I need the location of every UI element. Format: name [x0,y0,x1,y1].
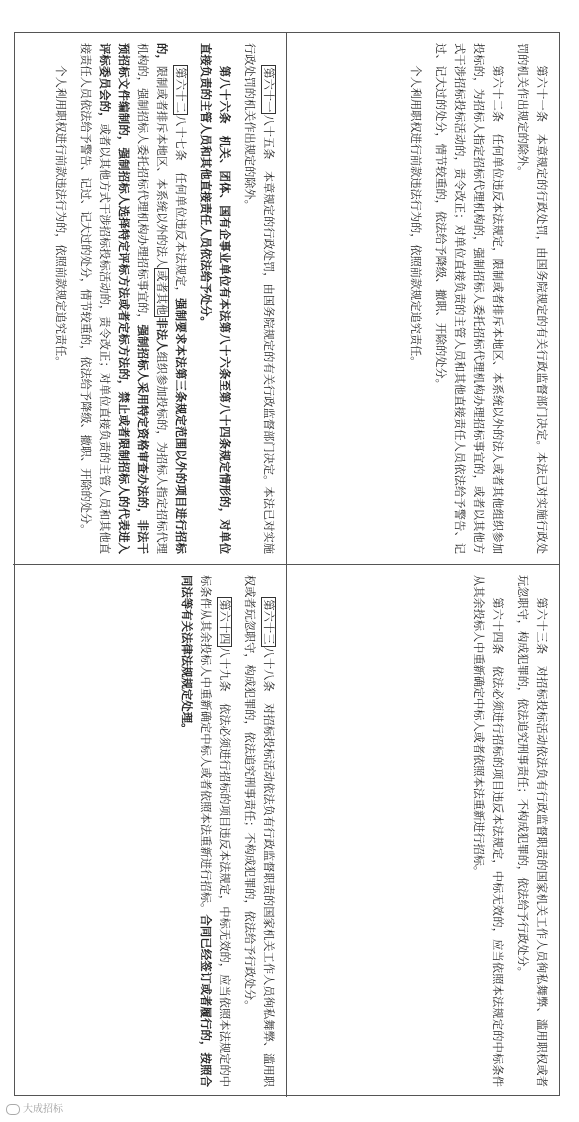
old-article-number-box: 第六十一 [262,67,275,113]
article-number: 第六十一条 [535,65,548,123]
watermark-logo-icon [6,1104,20,1115]
added-text: 非法人 [155,317,169,352]
article-86-revised [196,43,234,554]
article-body: 依法必须进行招标的项目违反本法规定，中标无效的，应当依照本法规定的中标条件从其余投标人中重新确定中标人或者依照本法重新进行招标。 [199,575,231,1087]
article-63-original [513,575,551,1087]
article-text: 或者以其他方式干涉招标投标活动的，责令改正；对单位直接负责的主管人员和其他直接责任人员依法给予警告、记过、记大过的处分，情节较重的，依法给予降级、撤职、开除的处分。 [79,43,111,554]
article-87-revised [76,43,190,554]
article-suffix: 条 [262,680,275,692]
article-85-revised [240,43,278,554]
watermark-text: 大成招标 [23,1104,63,1115]
revised-col-left [13,33,286,565]
article-text: 限制或者排斥本地区、本系统以外的法人 [155,65,168,269]
new-article-number: 八十九 [218,646,231,681]
article-number: 第六十四条 [491,597,504,655]
revised-text-section [13,33,286,1097]
deleted-text-box: 或者其他 [155,270,168,316]
new-article-number: 八十七 [174,115,187,150]
article-body: 本章规定的行政处罚，由国务院规定的有关行政监督部门决定。本法已对实施行政处罚的机关作出规定的除外。 [243,43,275,554]
added-text: 强制要求本法第三条规定范围以外的项目进行招标的， [155,43,188,554]
article-62-original [431,43,507,554]
article-64-original [469,575,507,1087]
article-body: 依法必须进行招标的项目违反本法规定，中标无效的，应当依照本法规定的中标条件从其余投标人中重新确定中标人或者依照本法重新进行招标。 [472,575,504,1087]
article-number: 第六十三条 [535,597,548,655]
article-suffix: 条 [262,148,275,160]
old-article-number-box: 第六十四 [218,599,231,645]
new-article-number: 八十八 [262,646,275,681]
article-87-paragraph-2 [51,43,70,554]
old-article-number-box: 第六十三 [262,599,275,645]
new-article-number: 八十五 [262,114,275,149]
old-article-number-box: 第六十二 [174,67,187,114]
article-body: 对招标投标活动依法负有行政监督职责的国家机关工作人员徇私舞弊、滥用职权或者玩忽职守，构成犯罪的，依法追究刑事责任；不构成犯罪的，依法给予行政处分。 [243,575,275,1087]
article-61-original [513,43,551,554]
article-number: 第六十二条 [491,65,504,123]
added-text: 强制招标人采用特定资格审查办法的，非法干预招标文件编制的，强制招标人选择特定评标方法或者定标方法的，禁止或者限制招标人的代表进入评标委员会的， [98,43,150,554]
added-text: 合同已经签订或者履行的，按照合同法等有关法律法规规定处理。 [180,575,213,1087]
article-suffix: 条 [174,149,187,161]
original-col-right [286,565,559,1097]
article-89-revised [177,575,234,1087]
article-88-revised [240,575,278,1087]
original-col-left [286,33,559,565]
article-body: 任何单位违反本法规定，限制或者排斥本地区、本系统以外的法人或者其他组织参加投标的，为招标人指定招标代理机构的，强制招标人委托招标代理机构办理招标事宜的，或者以其他方式干涉招标投标活动的，责令改正；对单位直接负责的主管人员和其他直接责任人员依法给予警告、记过、记大过的处分，情节较重的，依法给予降级、撤职、开除的处分。 [434,43,504,554]
article-body: 对招标投标活动依法负有行政监督职责的国家机关工作人员徇私舞弊、滥用职权或者玩忽职守，构成犯罪的，依法追究刑事责任；不构成犯罪的，依法给予行政处分。 [516,575,548,1087]
comparison-table [14,32,560,1096]
article-body: 机关、团体、国有企事业单位有本法第八十六条至第八十四条规定情形的，对单位直接负责的主管人员和其他直接责任人员依法给予处分。 [199,43,232,554]
article-text: 任何单位违反本法规定， [174,172,187,299]
article-text: 组织参加投标的，为招标人指定招标代理机构的，强制招标人委托招标代理机构办理招标事宜的， [136,43,168,554]
article-suffix: 条 [218,680,231,692]
original-text-section [286,33,559,1097]
article-number: 第八十六条 [218,65,232,124]
article-body: 个人利用职权进行前款违法行为的，依照前款规定追究责任。 [409,65,422,368]
article-body: 个人利用职权进行前款违法行为的，依照前款规定追究责任。 [54,65,67,368]
watermark [6,1100,63,1115]
article-body: 本章规定的行政处罚，由国务院规定的有关行政监督部门决定。本法已对实施行政处罚的机关作出规定的除外。 [516,43,548,554]
article-62-paragraph-2 [406,43,425,554]
revised-col-right [13,565,286,1097]
